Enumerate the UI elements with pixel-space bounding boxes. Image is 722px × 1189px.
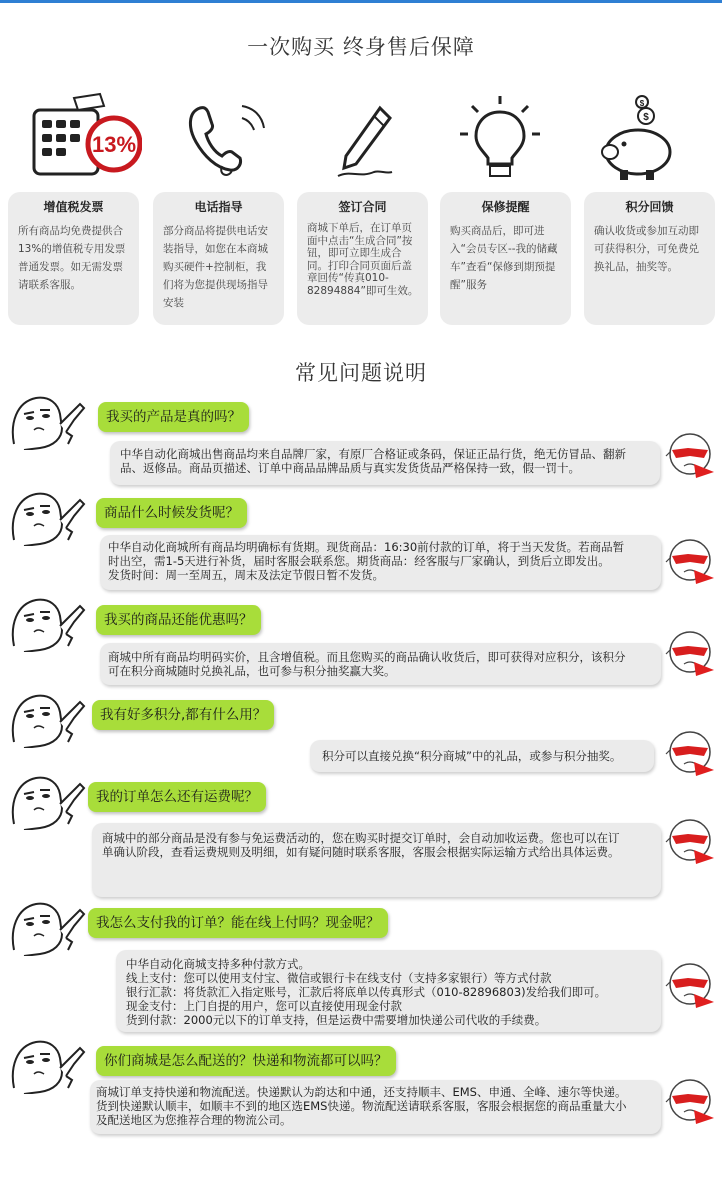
- tax-rate-badge: 13%: [91, 132, 137, 157]
- feature-title: 保修提醒: [481, 200, 530, 214]
- support-bot-avatar-icon: [664, 626, 716, 678]
- faq-question: 我买的产品是真的吗？: [98, 402, 249, 432]
- faq-question: 商品什么时候发货呢？: [96, 498, 247, 528]
- feature-description: 商城下单后，在订单页面中点击“生成合同”按钮，即可立即生成合同。打印合同页面后盖章回传“传真010-82894884”即可生效。: [307, 222, 419, 297]
- feature-description: 确认收货或参加互动即可获得积分，可免费兑换礼品，抽奖等。: [594, 225, 699, 273]
- feature-card-warranty: [440, 192, 571, 325]
- top-accent-bar: [0, 0, 722, 3]
- feature-description: 所有商品均免费提供合13%的增值税专用发票普通发票。如无需发票请联系客服。: [18, 225, 126, 291]
- feature-title: 积分回馈: [625, 200, 674, 214]
- faq-answer: 中华自动化商城出售商品均来自品牌厂家，有原厂合格证或条码，保证正品行货，绝无仿冒品、翻新 品、返修品。商品页描述、订单中商品品牌品质与真实发货货品严格保持一致，假一罚十。: [110, 441, 660, 485]
- support-bot-avatar-icon: [664, 726, 716, 778]
- support-bot-avatar-icon: [664, 958, 716, 1010]
- feature-description: 部分商品将提供电话安装指导，如您在本商城购买硬件+控制柜，我们将为您提供现场指导安装: [163, 225, 268, 309]
- support-bot-avatar-icon: [664, 814, 716, 866]
- faq-answer: 积分可以直接兑换“积分商城”中的礼品，或参与积分抽奖。: [310, 740, 654, 772]
- asker-avatar-icon: [10, 1038, 86, 1094]
- feature-title: 签订合同: [338, 200, 387, 214]
- faq-question: 我买的商品还能优惠吗？: [96, 605, 261, 635]
- feature-title: 增值税发票: [43, 200, 104, 214]
- pencil-sign-icon: [330, 104, 400, 184]
- support-bot-avatar-icon: [664, 1074, 716, 1126]
- support-bot-avatar-icon: [664, 428, 716, 480]
- faq-question: 我有好多积分,都有什么用？: [92, 700, 274, 730]
- phone-handset-icon: [182, 98, 274, 178]
- lightbulb-icon: [458, 94, 542, 184]
- faq-question: 我的订单怎么还有运费呢？: [88, 782, 266, 812]
- svg-text:$: $: [643, 112, 649, 123]
- feature-card-contract: [297, 192, 428, 325]
- faq-answer: 中华自动化商城所有商品均明确标有货期。现货商品：16:30前付款的订单，将于当天发货。若商品暂 时出空，需1-5天进行补货，届时客服会联系您。期货商品：经客服与厂家确认，到货后立即发出。 发货时间：周一至周五，周末及法定节假日暂不发货。: [100, 535, 661, 590]
- faq-question: 你们商城是怎么配送的？快递和物流都可以吗？: [96, 1046, 396, 1076]
- asker-avatar-icon: [10, 900, 86, 956]
- feature-card-points: [584, 192, 715, 325]
- page-title: 一次购买 终身售后保障: [247, 35, 475, 59]
- faq-answer: 商城中所有商品均明码实价，且含增值税。而且您购买的商品确认收货后，即可获得对应积分，该积分 可在积分商城随时兑换礼品，也可参与积分抽奖赢大奖。: [100, 643, 661, 685]
- faq-question: 我怎么支付我的订单？能在线上付吗？现金呢？: [88, 908, 388, 938]
- faq-answer: 商城中的部分商品是没有参与免运费活动的，您在购买时提交订单时，会自动加收运费。您也可以在订 单确认阶段，查看运费规则及明细，如有疑问随时联系客服，客服会根据实际运输方式给出具体运费。: [92, 823, 661, 897]
- feature-description: 购买商品后，即可进入“会员专区--我的储藏车”查看“保修到期预提醒”服务: [450, 225, 558, 291]
- asker-avatar-icon: [10, 692, 86, 748]
- feature-title: 电话指导: [194, 200, 243, 214]
- faq-title: 常见问题说明: [295, 361, 427, 385]
- faq-answer: 商城订单支持快递和物流配送。快递默认为韵达和中通，还支持顺丰、EMS、申通、全峰、速尔等快递。 货到快递默认顺丰，如顺丰不到的地区选EMS快递。物流配送请联系客服，客服会根据您的商品重量大小 及配送地区为您推荐合理的物流公司。: [90, 1080, 661, 1134]
- feature-card-invoice: [8, 192, 139, 325]
- asker-avatar-icon: [10, 596, 86, 652]
- piggy-bank-icon: [598, 94, 684, 184]
- asker-avatar-icon: [10, 394, 86, 450]
- support-bot-avatar-icon: [664, 534, 716, 586]
- feature-card-phone: [153, 192, 284, 325]
- asker-avatar-icon: [10, 774, 86, 830]
- faq-answer: 中华自动化商城支持多种付款方式。 线上支付：您可以使用支付宝、微信或银行卡在线支付（支持多家银行）等方式付款 银行汇款：将货款汇入指定账号，汇款后将底单以传真形式（010-82896803)发给我们即可。 现金支付：上门自提的用户，您可以直接使用现金付款 货到付款：2000元以下的订单支持，但是运费中需要增加快递公司代收的手续费。: [116, 950, 661, 1032]
- asker-avatar-icon: [10, 490, 86, 546]
- invoice-calculator-icon: [30, 92, 142, 182]
- svg-text:$: $: [639, 99, 645, 108]
